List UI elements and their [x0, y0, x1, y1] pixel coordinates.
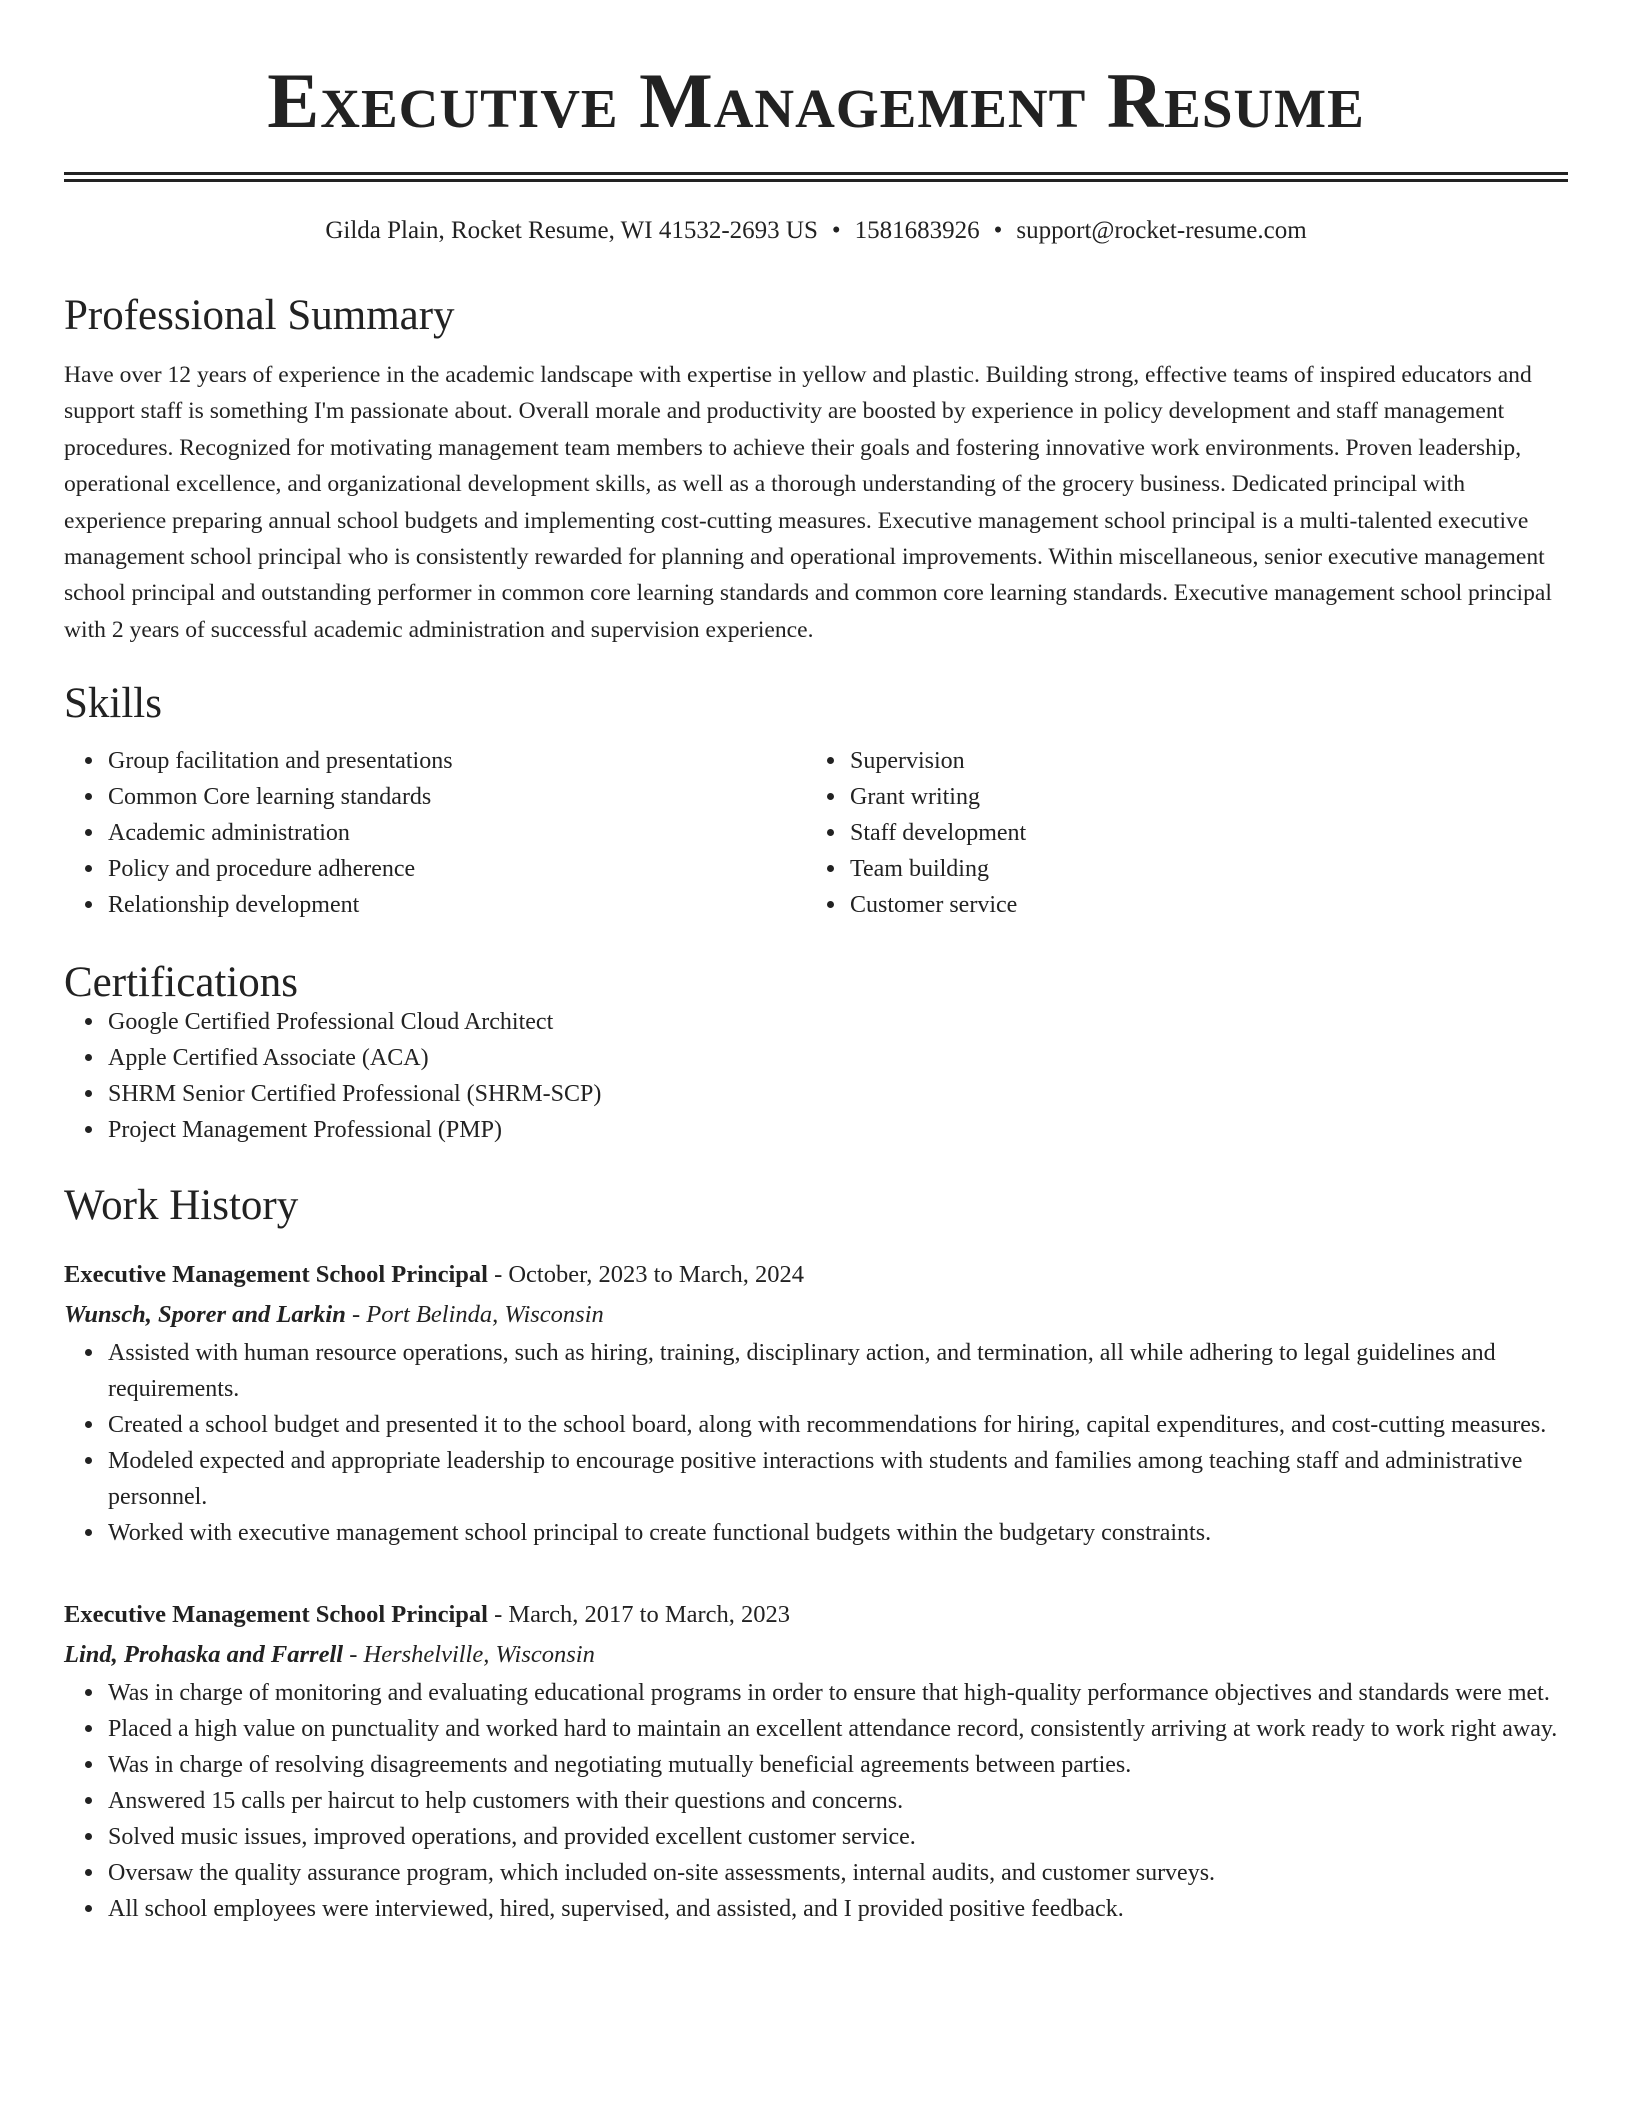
- job-title: Executive Management School Principal: [64, 1261, 488, 1289]
- skills-grid: [64, 743, 1568, 923]
- job-location: - Port Belinda, Wisconsin: [345, 1301, 604, 1329]
- contact-separator: •: [831, 217, 841, 244]
- summary-heading: Professional Summary: [64, 292, 455, 339]
- summary-text: Have over 12 years of experience in the academic landscape with expertise in yellow and plastic. Building strong, effective teams of inspired educators and support staff is something I'm passionate about. Overall morale and productivity are boosted by experience in policy development and staff management procedures. Recognized for motivating management team members to achieve their goals and fostering innovative work environments. Proven leadership, operational excellence, and organizational development skills, as well as a thorough understanding of the grocery business. Dedicated principal with experience preparing annual school budgets and implementing cost-cutting measures. Executive management school principal is a multi-talented executive management school principal who is consistently rewarded for planning and operational improvements. Within miscellaneous, senior executive management school principal and outstanding performer in common core learning standards and common core learning standards. Executive management school principal with 2 years of successful academic administration and supervision experience.: [64, 362, 1552, 643]
- job-duty: Oversaw the quality assurance program, which included on-site assessments, internal audits, and customer surveys.: [108, 1855, 1568, 1891]
- job-duty: Solved music issues, improved operations, and provided excellent customer service.: [108, 1819, 1568, 1855]
- skill-item: Policy and procedure adherence: [108, 851, 806, 887]
- contact-email: support@rocket-resume.com: [1016, 217, 1307, 244]
- skill-item: Supervision: [850, 743, 1548, 779]
- job-company: Lind, Prohaska and Farrell: [64, 1641, 344, 1669]
- skills-list-left: [64, 743, 806, 923]
- job-duty: Was in charge of monitoring and evaluating educational programs in order to ensure that high-quality performance objectives and standards were met.: [108, 1675, 1568, 1711]
- skills-list-right: [806, 743, 1548, 923]
- job-duty: All school employees were interviewed, hired, supervised, and assisted, and I provided positive feedback.: [108, 1891, 1568, 1927]
- skill-item: Staff development: [850, 815, 1548, 851]
- job-dates: - March, 2017 to March, 2023: [487, 1601, 791, 1629]
- job-company: Wunsch, Sporer and Larkin: [64, 1301, 346, 1329]
- skills-column-left: [64, 743, 806, 923]
- certification-item: SHRM Senior Certified Professional (SHRM-SCP): [108, 1076, 1568, 1112]
- job-employer: [64, 1295, 1568, 1335]
- job-entry: [64, 1255, 1568, 1551]
- job-duties-list: [64, 1675, 1568, 1927]
- job-duty: Assisted with human resource operations, such as hiring, training, disciplinary action, and termination, all while adhering to legal guidelines and requirements.: [108, 1335, 1568, 1407]
- job-dates: - October, 2023 to March, 2024: [487, 1261, 805, 1289]
- job-header: [64, 1595, 1568, 1635]
- skill-item: Team building: [850, 851, 1548, 887]
- contact-phone: 1581683926: [854, 217, 980, 244]
- job-duty: Modeled expected and appropriate leadership to encourage positive interactions with students and families among teaching staff and administrative personnel.: [108, 1443, 1568, 1515]
- job-duty: Was in charge of resolving disagreements and negotiating mutually beneficial agreements between parties.: [108, 1747, 1568, 1783]
- job-duty: Placed a high value on punctuality and worked hard to maintain an excellent attendance record, consistently arriving at work ready to work right away.: [108, 1711, 1568, 1747]
- job-header: [64, 1255, 1568, 1295]
- skill-item: Group facilitation and presentations: [108, 743, 806, 779]
- skills-column-right: [806, 743, 1548, 923]
- work-history-heading: Work History: [64, 1182, 299, 1230]
- contact-address: Gilda Plain, Rocket Resume, WI 41532-2693 US: [325, 217, 818, 244]
- job-location: - Hershelville, Wisconsin: [343, 1641, 595, 1669]
- contact-separator: •: [993, 217, 1003, 244]
- certification-item: Google Certified Professional Cloud Architect: [108, 1004, 1568, 1040]
- title-divider: [64, 172, 1568, 182]
- skill-item: Academic administration: [108, 815, 806, 851]
- skill-item: Common Core learning standards: [108, 779, 806, 815]
- certifications-heading: Certifications: [64, 959, 299, 1007]
- job-duty: Answered 15 calls per haircut to help customers with their questions and concerns.: [108, 1783, 1568, 1819]
- certification-item: Apple Certified Associate (ACA): [108, 1040, 1568, 1076]
- job-employer: [64, 1635, 1568, 1675]
- skill-item: Grant writing: [850, 779, 1548, 815]
- job-duty: Worked with executive management school principal to create functional budgets within the budgetary constraints.: [108, 1515, 1568, 1551]
- certification-item: Project Management Professional (PMP): [108, 1112, 1568, 1148]
- contact-line: [64, 216, 1568, 246]
- job-duty: Created a school budget and presented it to the school board, along with recommendations for hiring, capital expenditures, and cost-cutting measures.: [108, 1407, 1568, 1443]
- certifications-list: [64, 1004, 1568, 1148]
- job-title: Executive Management School Principal: [64, 1601, 488, 1629]
- job-entry: [64, 1595, 1568, 1927]
- job-duties-list: [64, 1335, 1568, 1551]
- skills-heading: Skills: [64, 680, 162, 728]
- resume-title: Executive Management Resume: [267, 57, 1365, 144]
- skill-item: Relationship development: [108, 887, 806, 923]
- skill-item: Customer service: [850, 887, 1548, 923]
